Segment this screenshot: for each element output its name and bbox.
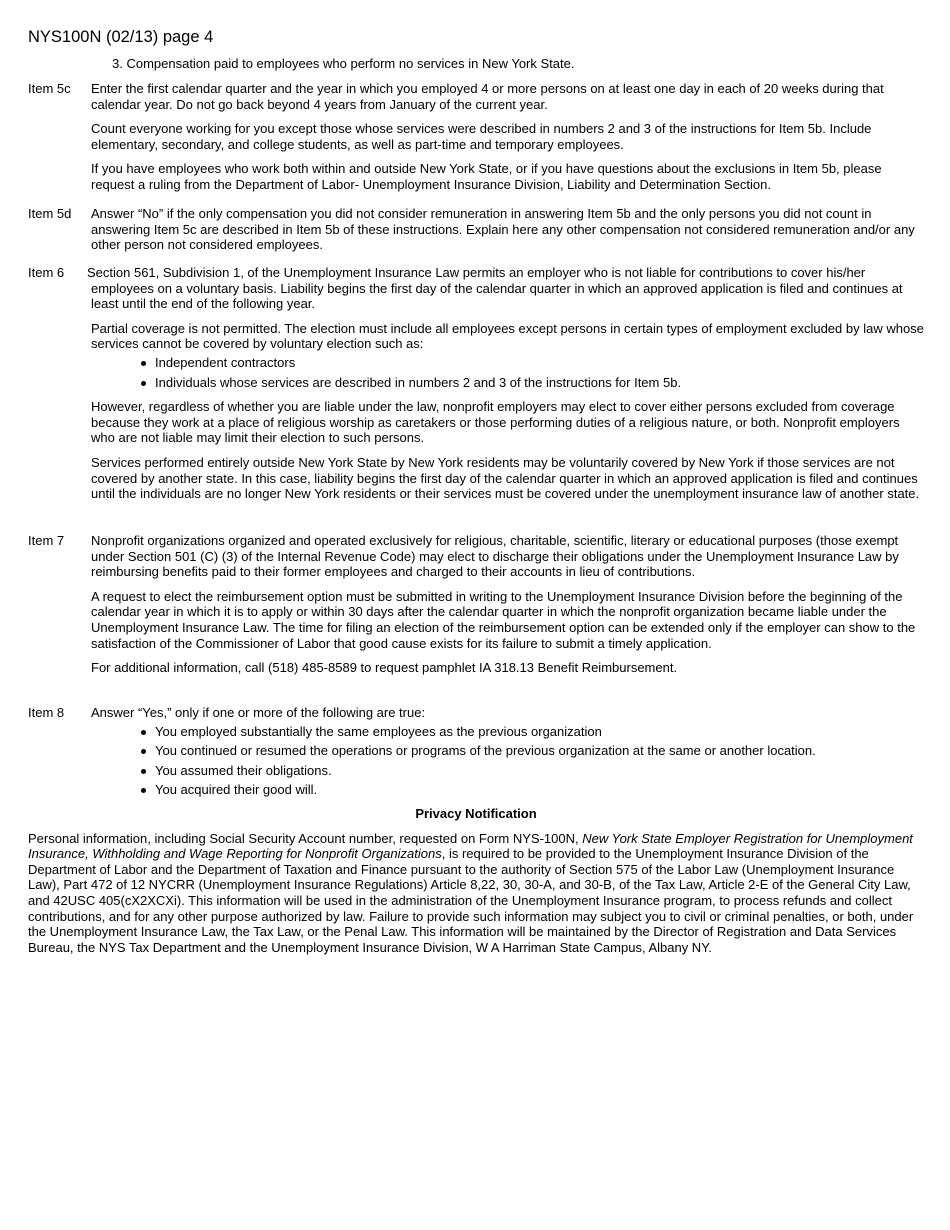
bullet-icon — [141, 749, 146, 754]
item-5c-text: Enter the first calendar quarter and the year in which you employed 4 or more persons on at least one day in each of 20 weeks during that calendar year. Do not go back beyond 4 years from January of the current year. — [91, 81, 884, 112]
bullet-icon — [141, 730, 146, 735]
page-header: NYS100N (02/13) page 4 — [28, 28, 214, 46]
item-5c-paragraph-2: Count everyone working for you except those whose services were described in numbers 2 and 3 of the instructions for Item 5b. Include elementary, secondary, and college students, as well as part-time and temporary employees. — [91, 121, 872, 152]
item-7-text: Nonprofit organizations organized and operated exclusively for religious, charitable, scientific, literary or educational purposes (those exempt under Section 501 (C) (3) of the Internal Revenue Code) may elect to discharge their obligations under the Unemployment Insurance Law by reimbursing benefits paid to their former employees and charged to their accounts in lieu of contributions. — [91, 533, 899, 580]
bullet-icon — [141, 769, 146, 774]
privacy-paragraph — [28, 831, 924, 956]
item-6-paragraph-3: However, regardless of whether you are liable under the law, nonprofit employers may elect to cover either persons excluded from coverage because they work at a place of religious worship as caretakers or those performing duties of a religious nature, or both. Nonprofit employers who are not liable may limit their election to such persons. — [91, 399, 900, 446]
item-5c-paragraph — [28, 81, 924, 112]
intro-item-3 — [28, 56, 924, 72]
list-item: Independent contractors — [141, 355, 924, 371]
bullet-icon — [141, 381, 146, 386]
item-7-paragraph-2: A request to elect the reimbursement option must be submitted in writing to the Unemployment Insurance Division before the beginning of the calendar year in which it is to apply or within 30 days after the calendar quarter in which the nonprofit organization became liable under the Unemployment Insurance Law. The time for filing an election of the reimbursement option can be extended only if the employer can show to the satisfaction of the Commissioner of Labor that good cause exists for its failure to submit a timely application. — [91, 588, 916, 651]
item-6-label: Item 6 — [28, 265, 65, 280]
privacy-form-title: New York State Employer Registration for Unemployment Insurance, Withholding and Wage Reporting for Nonprofit Organizations — [28, 830, 913, 862]
item-8-bullet-list — [28, 724, 924, 798]
item-7-section — [28, 533, 924, 676]
item-7-paragraph — [28, 533, 924, 580]
item-7-paragraph-3: For additional information, call (518) 485-8589 to request pamphlet IA 318.13 Benefit Reimbursement. — [91, 660, 678, 676]
list-item: You assumed their obligations. — [141, 763, 924, 779]
item-5c-section — [28, 81, 924, 193]
item-5c-paragraph-3: If you have employees who work both within and outside New York State, or if you have questions about the exclusions in Item 5b, please request a ruling from the Department of Labor- Unemployment Insurance Division, Liability and Determination Section. — [91, 161, 882, 192]
privacy-text-part-1: Personal information, including Social Security Account number, requested on Form NYS-100N, — [28, 830, 583, 846]
privacy-text-part-2: , is required to be provided to the Unemployment Insurance Division of the Department of Labor and the Department of Taxation and Finance pursuant to the authority of Section 575 of the Labor Law (Unemployment Insurance Law), Part 472 of 12 NYCRR (Unemployment Insurance Regulations) Article 8,22, 30, 30-A, and 30-B, of the Tax Law, Article 2-E of the General City Law, and 42USC 405(cX2XCXi). This information will be used in the administration of the Unemployment Insurance program, to process refunds and collect contributions, and for any other purpose authorized by law. Failure to provide such information may subject you to civil or criminal penalties, or both, under the Unemployment Insurance Law, the Tax Law, or the Penal Law. This information will be maintained by the Director of Registration and Data Services Bureau, the NYS Tax Department and the Unemployment Insurance Division, W A Harriman State Campus, Albany NY. — [28, 846, 914, 955]
privacy-title: Privacy Notification — [415, 806, 537, 821]
item-8-label: Item 8 — [28, 705, 65, 720]
item-6-bullet-list — [28, 355, 924, 390]
item-6-paragraph — [28, 265, 924, 312]
list-item: Individuals whose services are described in numbers 2 and 3 of the instructions for Item 5b. — [141, 375, 924, 391]
item-6-paragraph-4: Services performed entirely outside New York State by New York residents may be voluntarily covered by New York if those services are not covered by another state. In this case, liability begins the first day of the calendar quarter in which an approved application is filed and continues until the individuals are no longer New York residents or their services must be covered under the unemployment insurance law of another state. — [91, 454, 920, 502]
list-item: You continued or resumed the operations or programs of the previous organization at the same or another location. — [141, 743, 924, 759]
item-5d-paragraph — [28, 206, 924, 253]
bullet-icon — [141, 361, 146, 366]
list-item: You acquired their good will. — [141, 782, 924, 798]
item-5d-text: Answer “No” if the only compensation you did not consider remuneration in answering Item 5b and the only persons you did not count in answering Item 5c are described in Item 5b of these instructions. Explain here any other compensation not considered remuneration and/or any other person not considered employees. — [91, 206, 915, 253]
item-5d-label: Item 5d — [28, 206, 72, 221]
item-8-section — [28, 705, 924, 798]
item-8-paragraph — [28, 705, 924, 721]
bullet-icon — [141, 788, 146, 793]
item-8-text: Answer “Yes,” only if one or more of the following are true: — [91, 705, 426, 720]
item-5d-section — [28, 206, 924, 253]
list-item: You employed substantially the same employees as the previous organization — [141, 724, 924, 740]
intro-item-text: 3. Compensation paid to employees who perform no services in New York State. — [112, 56, 575, 71]
item-6-paragraph-2: Partial coverage is not permitted. The election must include all employees except persons in certain types of employment excluded by law whose services cannot be covered by voluntary election such as: — [91, 320, 924, 352]
item-6-text: Section 561, Subdivision 1, of the Unemployment Insurance Law permits an employer who is not liable for contributions to cover his/her employees on a voluntary basis. Liability begins the first day of the calendar quarter in which an approved application is filed and continues at least until the end of the following year. — [87, 265, 903, 312]
item-6-section — [28, 265, 924, 502]
item-7-label: Item 7 — [28, 533, 65, 548]
privacy-section — [28, 806, 924, 955]
item-5c-label: Item 5c — [28, 81, 71, 96]
